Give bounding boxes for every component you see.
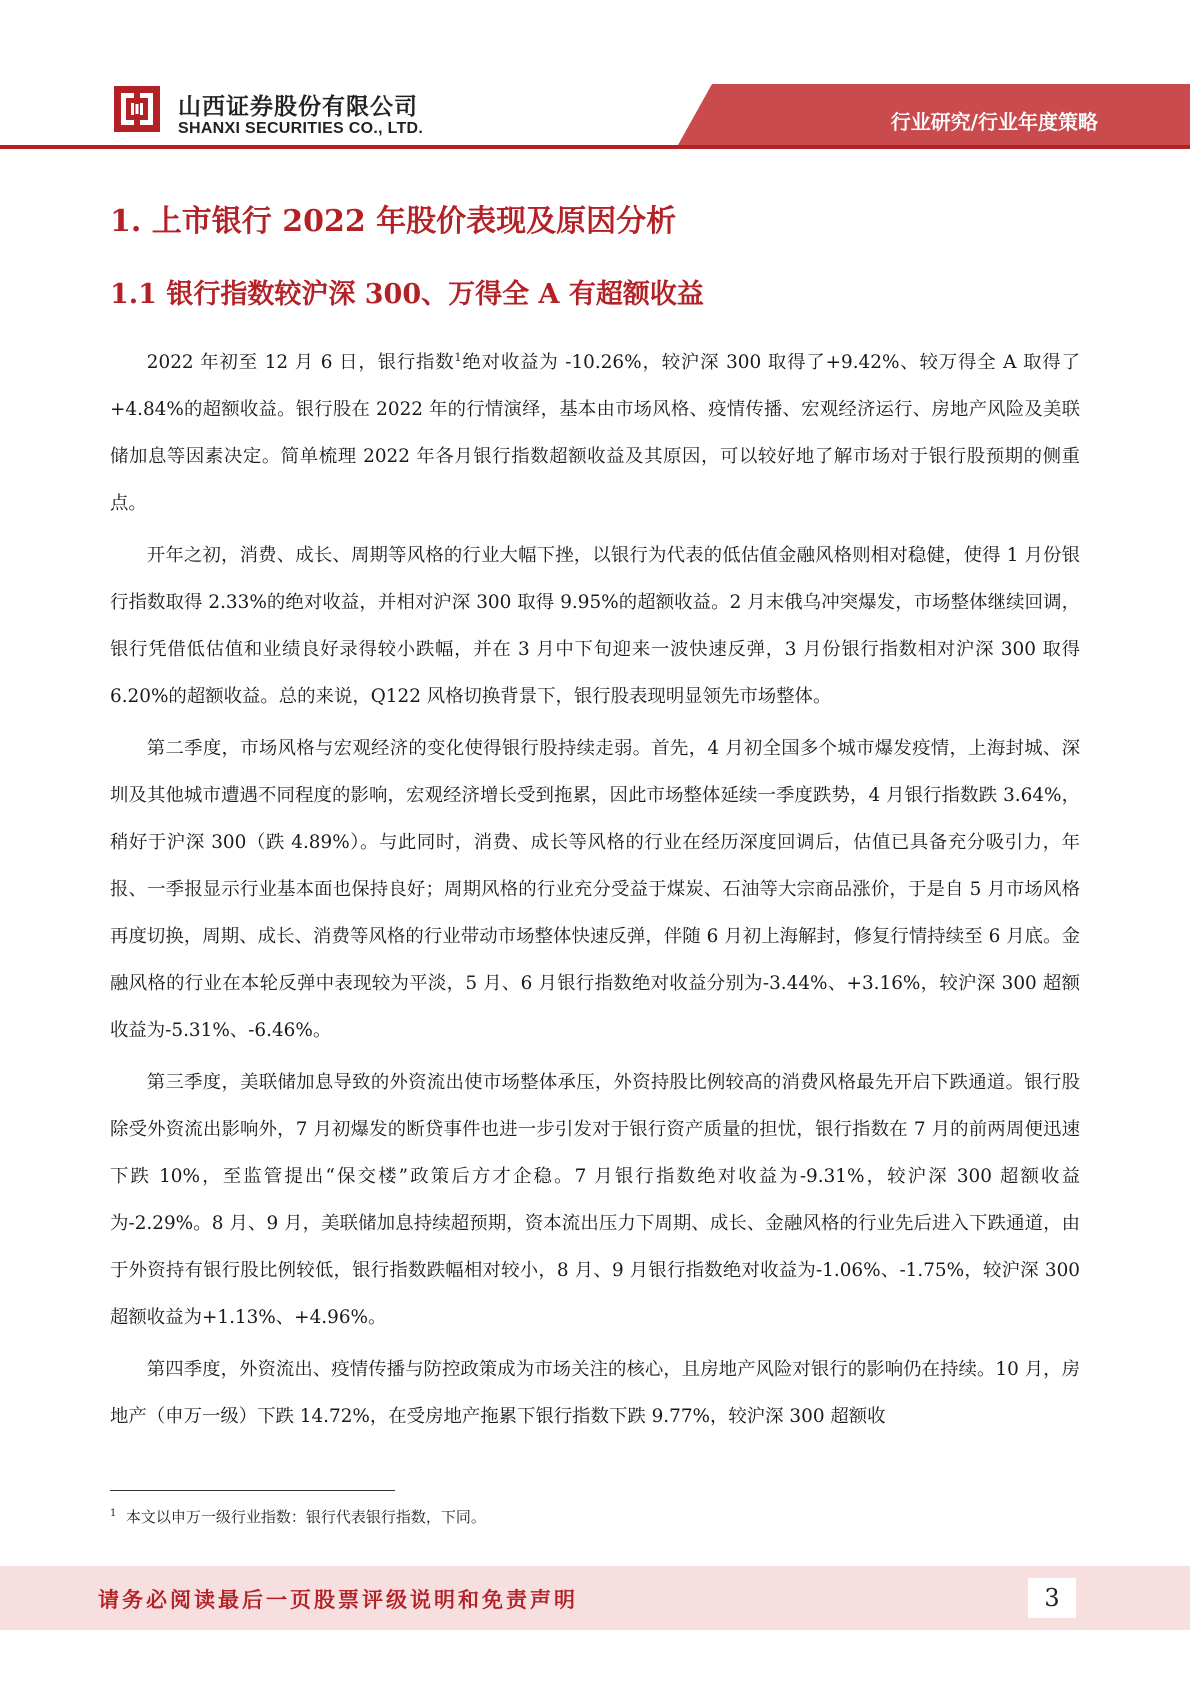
report-category: 行业研究/行业年度策略	[890, 110, 1098, 134]
footnote-number: 1	[110, 1508, 117, 1519]
company-name-cn: 山西证券股份有限公司	[178, 94, 418, 120]
paragraph: 第二季度，市场风格与宏观经济的变化使得银行股持续走弱。首先，4 月初全国多个城市爆发疫情，上海封城、深圳及其他城市遭遇不同程度的影响，宏观经济增长受到拖累，因此市场整体延续一季度跌势，4 月银行指数跌 3.64%，稍好于沪深 300（跌 4.89%）。与此同时，消费、成长等风格的行业在经历深度回调后，估值已具备充分吸引力，年报、一季报显示行业基本面也保持良好；周期风格的行业充分受益于煤炭、石油等大宗商品涨价，于是自 5 月市场风格再度切换，周期、成长、消费等风格的行业带动市场整体快速反弹，伴随 6 月初上海解封，修复行情持续至 6 月底。金融风格的行业在本轮反弹中表现较为平淡，5 月、6 月银行指数绝对收益分别为-3.44%、+3.16%，较沪深 300 超额收益为-5.31%、-6.46%。	[110, 738, 1080, 1041]
page-footer	[0, 1566, 1190, 1630]
paragraph: 第三季度，美联储加息导致的外资流出使市场整体承压，外资持股比例较高的消费风格最先开启下跌通道。银行股除受外资流出影响外，7 月初爆发的断贷事件也进一步引发对于银行资产质量的担忧，银行指数在 7 月的前两周便迅速下跌 10%，至监管提出“保交楼”政策后方才企稳。7 月银行指数绝对收益为-9.31%，较沪深 300 超额收益为-2.29%。8 月、9 月，美联储加息持续超预期，资本流出压力下周期、成长、金融风格的行业先后进入下跌通道，由于外资持有银行股比例较低，银行指数跌幅相对较小，8 月、9 月银行指数绝对收益为-1.06%、-1.75%，较沪深 300 超额收益为+1.13%、+4.96%。	[110, 1072, 1080, 1328]
page-header	[0, 0, 1190, 160]
section-heading: 1. 上市银行 2022 年股价表现及原因分析	[110, 204, 677, 239]
footnote-ref[interactable]: 1	[454, 350, 462, 364]
subsection-heading: 1.1 银行指数较沪深 300、万得全 A 有超额收益	[110, 279, 704, 310]
footnote	[110, 1506, 486, 1527]
paragraph	[110, 339, 1080, 527]
paragraph: 开年之初，消费、成长、周期等风格的行业大幅下挫，以银行为代表的低估值金融风格则相对稳健，使得 1 月份银行指数取得 2.33%的绝对收益，并相对沪深 300 取得 9.95%的超额收益。2 月末俄乌冲突爆发，市场整体继续回调，银行凭借低估值和业绩良好录得较小跌幅，并在 3 月中下旬迎来一波快速反弹，3 月份银行指数相对沪深 300 取得 6.20%的超额收益。总的来说，Q122 风格切换背景下，银行股表现明显领先市场整体。	[110, 545, 1080, 707]
footnote-text: 本文以申万一级行业指数：银行代表银行指数，下同。	[125, 1508, 486, 1526]
paragraph-text: 2022 年初至 12 月 6 日，银行指数	[146, 352, 455, 373]
disclaimer-text: 请务必阅读最后一页股票评级说明和免责声明	[98, 1587, 578, 1612]
shanxi-securities-logo-icon	[112, 84, 162, 134]
company-name-en: SHANXI SECURITIES CO., LTD.	[178, 120, 424, 137]
paragraph: 第四季度，外资流出、疫情传播与防控政策成为市场关注的核心，且房地产风险对银行的影响仍在持续。10 月，房地产（申万一级）下跌 14.72%，在受房地产拖累下银行指数下跌 9.77%，较沪深 300 超额收	[110, 1359, 1080, 1427]
body-text	[110, 339, 1080, 1445]
footnote-divider	[110, 1490, 395, 1491]
header-rule	[0, 145, 1190, 149]
paragraph-text: 绝对收益为 -10.26%，较沪深 300 取得了+9.42%、较万得全 A 取得了+4.84%的超额收益。银行股在 2022 年的行情演绎，基本由市场风格、疫情传播、宏观经济运行、房地产风险及美联储加息等因素决定。简单梳理 2022 年各月银行指数超额收益及其原因，可以较好地了解市场对于银行股预期的侧重点。	[110, 352, 1080, 514]
page-number: 3	[1028, 1578, 1076, 1618]
